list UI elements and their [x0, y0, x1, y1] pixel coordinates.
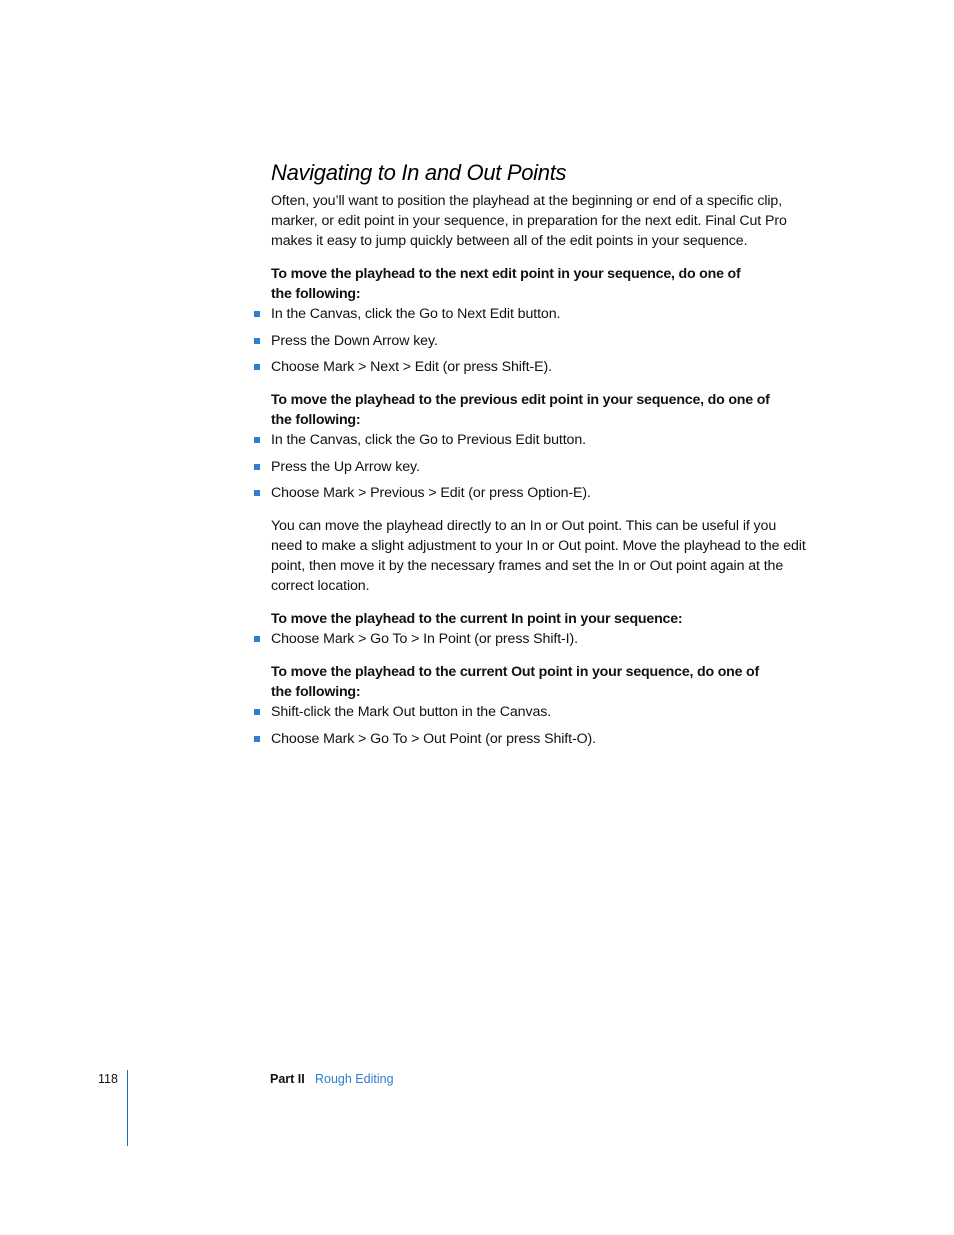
intro-paragraph: Often, you’ll want to position the playhead at the beginning or end of a specific clip, marker, or edit point in your sequence, in preparation for the next edit. Final Cut Pro makes it easy to jump quickly between all of the edit points in your sequence.	[271, 193, 787, 249]
bullet-list	[271, 702, 811, 749]
bullet-square-icon	[254, 636, 260, 642]
task-heading: To move the playhead to the previous edit point in your sequence, do one of the following:	[271, 392, 770, 428]
bullet-square-icon	[254, 338, 260, 344]
list-item: In the Canvas, click the Go to Previous Edit button.	[271, 430, 811, 450]
bullet-list	[271, 304, 811, 377]
list-item: Shift-click the Mark Out button in the Canvas.	[271, 702, 811, 722]
bullet-square-icon	[254, 709, 260, 715]
task-heading: To move the playhead to the next edit point in your sequence, do one of the following:	[271, 266, 741, 302]
footer-section-label: Rough Editing	[315, 1072, 394, 1086]
body-paragraph: You can move the playhead directly to an In or Out point. This can be useful if you need to make a slight adjustment to your In or Out point. Move the playhead to the edit point, then move it by the necessary frames and set the In or Out point again at the correct location.	[271, 518, 806, 594]
page-content	[271, 160, 811, 749]
page-number: 118	[98, 1072, 118, 1086]
footer-part-label: Part II	[270, 1072, 305, 1086]
list-item: Press the Down Arrow key.	[271, 331, 811, 351]
bullet-square-icon	[254, 364, 260, 370]
list-item: Choose Mark > Next > Edit (or press Shift-E).	[271, 357, 811, 377]
list-item: Press the Up Arrow key.	[271, 457, 811, 477]
section-heading: Navigating to In and Out Points	[271, 160, 567, 185]
task-heading: To move the playhead to the current Out point in your sequence, do one of the following:	[271, 664, 760, 700]
bullet-square-icon	[254, 437, 260, 443]
task-heading: To move the playhead to the current In point in your sequence:	[271, 611, 683, 627]
list-item: Choose Mark > Previous > Edit (or press Option-E).	[271, 483, 811, 503]
bullet-square-icon	[254, 464, 260, 470]
bullet-square-icon	[254, 736, 260, 742]
list-item: Choose Mark > Go To > Out Point (or press Shift-O).	[271, 729, 811, 749]
bullet-square-icon	[254, 490, 260, 496]
bullet-list	[271, 430, 811, 503]
list-item: Choose Mark > Go To > In Point (or press Shift-I).	[271, 629, 811, 649]
list-item: In the Canvas, click the Go to Next Edit button.	[271, 304, 811, 324]
bullet-square-icon	[254, 311, 260, 317]
bullet-list	[271, 629, 811, 649]
footer-divider	[127, 1070, 128, 1146]
